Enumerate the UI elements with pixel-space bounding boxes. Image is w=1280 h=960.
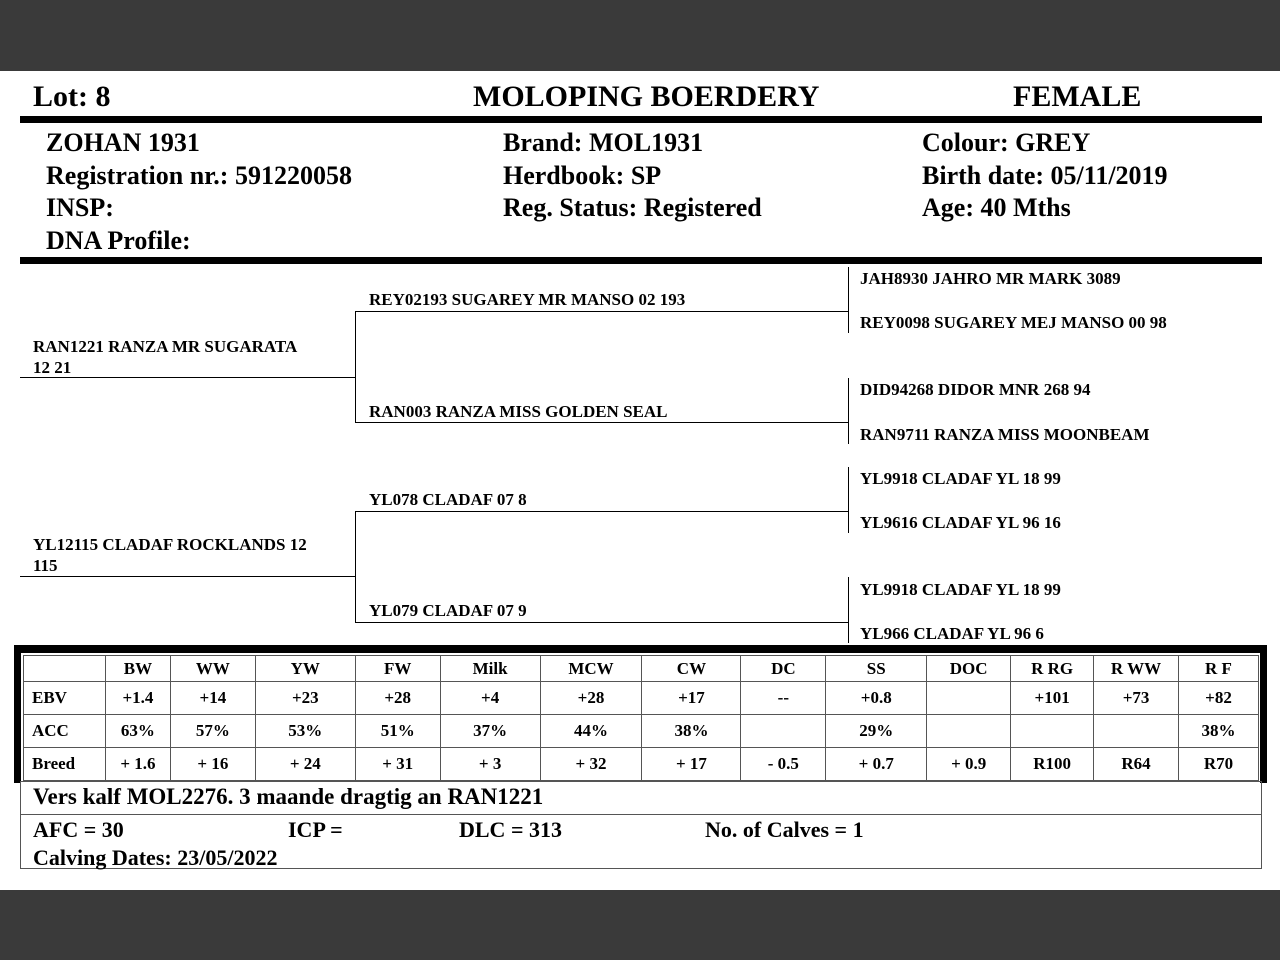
birth-date: Birth date: 05/11/2019 [922,161,1168,190]
acc-cell: 63% [105,715,170,748]
breed-cell: + 24 [255,748,355,781]
acc-cell: 53% [255,715,355,748]
ebv-cell: +82 [1179,682,1259,715]
insp-field: INSP: [46,193,114,222]
dam-bracket [355,511,356,622]
herdbook: Herdbook: SP [503,161,662,190]
ggp-4: RAN9711 RANZA MISS MOONBEAM [860,425,1150,444]
ebv-cell: +4 [440,682,540,715]
breed-cell: - 0.5 [741,748,826,781]
sire-dam: RAN003 RANZA MISS GOLDEN SEAL [369,402,668,421]
ebv-cell: +17 [642,682,741,715]
info-rule [20,257,1262,264]
acc-cell [1094,715,1179,748]
lot-card [0,71,1280,890]
ggp-bracket-2 [848,378,849,444]
ebv-cell: +28 [540,682,642,715]
ebv-cell: -- [741,682,826,715]
ggp-1: JAH8930 JAHRO MR MARK 3089 [860,269,1121,288]
ebv-header-cell: R RG [1011,656,1094,682]
sire-bracket [355,311,356,423]
colour: Colour: GREY [922,128,1091,157]
dlc-value: DLC = 313 [459,817,562,842]
acc-cell: 44% [540,715,642,748]
ebv-left-border [14,645,21,783]
ebv-header-cell: DOC [927,656,1011,682]
ebv-header-cell: Milk [440,656,540,682]
ggp-3: DID94268 DIDOR MNR 268 94 [860,380,1091,399]
afc-value: AFC = 30 [33,817,124,842]
acc-cell: 29% [826,715,927,748]
ebv-cell: +23 [255,682,355,715]
acc-cell [741,715,826,748]
sire-name: RAN1221 RANZA MR SUGARATA 12 21 [33,337,298,377]
breed-cell: + 31 [355,748,440,781]
ggp-5: YL9918 CLADAF YL 18 99 [860,469,1061,488]
remark-text: Vers kalf MOL2276. 3 maande dragtig an RAN1221 [33,784,544,809]
ebv-header-cell: R F [1179,656,1259,682]
dam-sire: YL078 CLADAF 07 8 [369,490,527,509]
remarks-divider [20,814,1262,815]
sire-sire-line [355,311,849,312]
breed-cell: + 1.6 [105,748,170,781]
sire-dam-line [355,422,849,423]
sex-label: FEMALE [1013,80,1142,113]
breed-cell: + 16 [170,748,255,781]
icp-value: ICP = [288,817,343,842]
ebv-header-cell [24,656,106,682]
dam-dam-line [355,622,849,623]
ggp-2: REY0098 SUGAREY MEJ MANSO 00 98 [860,313,1167,332]
acc-row [24,715,1259,748]
dna-profile: DNA Profile: [46,226,191,255]
ggp-bracket-3 [848,467,849,533]
reg-status: Reg. Status: Registered [503,193,762,222]
breed-cell: + 32 [540,748,642,781]
ggp-6: YL9616 CLADAF YL 96 16 [860,513,1061,532]
sire-sire: REY02193 SUGAREY MR MANSO 02 193 [369,290,686,309]
breed-cell: + 0.7 [826,748,927,781]
ebv-header-cell: R WW [1094,656,1179,682]
acc-cell: 57% [170,715,255,748]
breed-cell: + 17 [642,748,741,781]
ebv-cell [927,682,1011,715]
ebv-header-cell: DC [741,656,826,682]
ebv-cell: +28 [355,682,440,715]
lot-number: Lot: 8 [33,80,111,113]
dam-sire-line [355,511,849,512]
ebv-row-label: EBV [24,682,106,715]
calving-dates: Calving Dates: 23/05/2022 [33,845,278,870]
breed-cell: R70 [1179,748,1259,781]
ebv-top-border [14,645,1267,653]
breed-cell: R64 [1094,748,1179,781]
ebv-header-cell: YW [255,656,355,682]
ebv-header-cell: MCW [540,656,642,682]
farm-name: MOLOPING BOERDERY [473,80,820,113]
ebv-cell: +73 [1094,682,1179,715]
ebv-cell: +0.8 [826,682,927,715]
sire-line [20,377,356,378]
ebv-header-cell: CW [642,656,741,682]
registration-number: Registration nr.: 591220058 [46,161,352,190]
dam-name: YL12115 CLADAF ROCKLANDS 12 115 [33,535,307,575]
ggp-bracket-1 [848,267,849,333]
dam-dam: YL079 CLADAF 07 9 [369,601,527,620]
ebv-cell: +101 [1011,682,1094,715]
ebv-header-row [24,656,1259,682]
ebv-cell: +1.4 [105,682,170,715]
age: Age: 40 Mths [922,193,1071,222]
acc-cell: 38% [1179,715,1259,748]
breed-cell: + 0.9 [927,748,1011,781]
dam-line [20,576,356,577]
ebv-right-border [1260,645,1267,783]
ebv-header-cell: SS [826,656,927,682]
ebv-header-cell: BW [105,656,170,682]
ggp-8: YL966 CLADAF YL 96 6 [860,624,1044,643]
ebv-row [24,682,1259,715]
acc-cell: 37% [440,715,540,748]
acc-row-label: ACC [24,715,106,748]
brand: Brand: MOL1931 [503,128,704,157]
acc-cell: 51% [355,715,440,748]
ggp-bracket-4 [848,577,849,643]
animal-name: ZOHAN 1931 [46,128,200,157]
breed-cell: + 3 [440,748,540,781]
ebv-cell: +14 [170,682,255,715]
breed-cell: R100 [1011,748,1094,781]
ggp-7: YL9918 CLADAF YL 18 99 [860,580,1061,599]
acc-cell [1011,715,1094,748]
acc-cell: 38% [642,715,741,748]
ebv-header-cell: FW [355,656,440,682]
ebv-table [23,655,1259,781]
breed-row-label: Breed [24,748,106,781]
calves-count: No. of Calves = 1 [705,817,864,842]
ebv-header-cell: WW [170,656,255,682]
acc-cell [927,715,1011,748]
breed-row [24,748,1259,781]
header-rule [20,116,1262,123]
